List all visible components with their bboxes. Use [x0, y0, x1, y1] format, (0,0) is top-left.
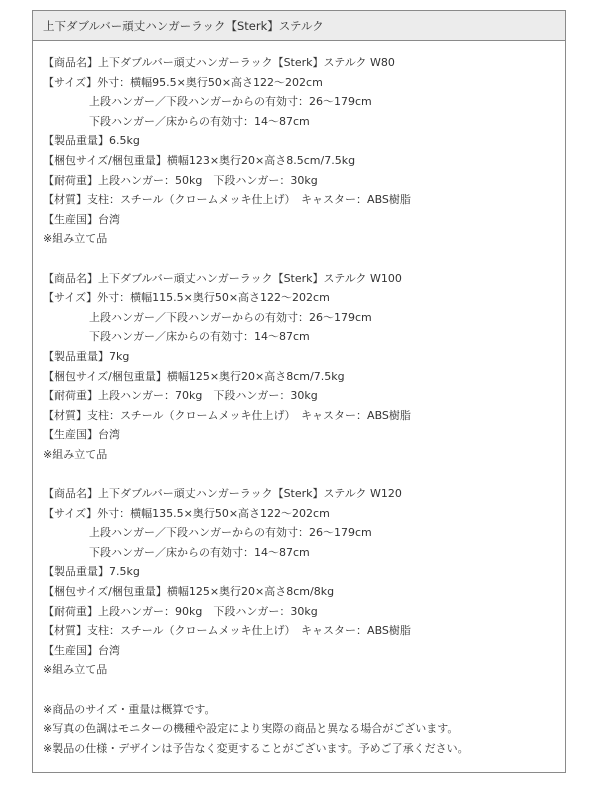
product-spec-w120: [43, 484, 565, 680]
product-name: 【商品名】上下ダブルバー頑丈ハンガーラック【Sterk】ステルク W80: [43, 56, 395, 69]
product-size: 【サイズ】外寸：横幅115.5×奥行50×高さ122～202cm: [43, 291, 330, 305]
product-material: 【材質】支柱：スチール（クロームメッキ仕上げ） キャスター：ABS樹脂: [43, 193, 411, 207]
product-spec-w100: [43, 269, 565, 465]
product-material: 【材質】支柱：スチール（クロームメッキ仕上げ） キャスター：ABS樹脂: [43, 408, 411, 422]
product-material: 【材質】支柱：スチール（クロームメッキ仕上げ） キャスター：ABS樹脂: [43, 624, 411, 638]
product-weight: 【製品重量】7.5kg: [43, 565, 140, 579]
product-size-lower: 下段ハンガー／床からの有効寸：14～87cm: [89, 330, 310, 344]
product-package: 【梱包サイズ/梱包重量】横幅125×奥行20×高さ8cm/8kg: [43, 585, 335, 599]
product-size: 【サイズ】外寸：横幅135.5×奥行50×高さ122～202cm: [43, 506, 330, 520]
product-spec-w80: [43, 53, 565, 249]
product-weight: 【製品重量】6.5kg: [43, 134, 140, 148]
product-load: 【耐荷重】上段ハンガー：50kg 下段ハンガー：30kg: [43, 173, 318, 187]
product-origin: 【生産国】台湾: [43, 643, 120, 657]
section-gap: [43, 249, 565, 269]
product-size-upper: 上段ハンガー／下段ハンガーからの有効寸：26～179cm: [89, 526, 372, 540]
product-assembly: ※組み立て品: [43, 447, 108, 461]
section-gap: [43, 680, 565, 700]
product-package: 【梱包サイズ/梱包重量】横幅123×奥行20×高さ8.5cm/7.5kg: [43, 153, 356, 167]
product-weight: 【製品重量】7kg: [43, 349, 130, 363]
product-origin: 【生産国】台湾: [43, 428, 120, 442]
note-item: ※写真の色調はモニターの機種や設定により実際の商品と異なる場合がございます。: [43, 722, 459, 736]
spec-card: [32, 10, 566, 773]
product-package: 【梱包サイズ/梱包重量】横幅125×奥行20×高さ8cm/7.5kg: [43, 369, 345, 383]
product-load: 【耐荷重】上段ハンガー：90kg 下段ハンガー：30kg: [43, 604, 318, 618]
note-item: ※製品の仕様・デザインは予告なく変更することがございます。予めご了承ください。: [43, 741, 469, 755]
notes: [43, 700, 565, 759]
product-size: 【サイズ】外寸：横幅95.5×奥行50×高さ122～202cm: [43, 75, 323, 89]
note-item: ※商品のサイズ・重量は概算です。: [43, 702, 216, 716]
product-size-upper: 上段ハンガー／下段ハンガーからの有効寸：26～179cm: [89, 310, 372, 324]
product-name: 【商品名】上下ダブルバー頑丈ハンガーラック【Sterk】ステルク W120: [43, 487, 402, 501]
product-load: 【耐荷重】上段ハンガー：70kg 下段ハンガー：30kg: [43, 389, 318, 403]
product-assembly: ※組み立て品: [43, 663, 108, 677]
product-origin: 【生産国】台湾: [43, 212, 120, 226]
section-gap: [43, 464, 565, 484]
product-name: 【商品名】上下ダブルバー頑丈ハンガーラック【Sterk】ステルク W100: [43, 271, 402, 285]
product-assembly: ※組み立て品: [43, 232, 108, 246]
spec-body: [33, 41, 565, 758]
product-size-upper: 上段ハンガー／下段ハンガーからの有効寸：26～179cm: [89, 95, 372, 109]
product-size-lower: 下段ハンガー／床からの有効寸：14～87cm: [89, 114, 310, 128]
spec-title: 上下ダブルバー頑丈ハンガーラック【Sterk】ステルク: [33, 11, 565, 41]
product-size-lower: 下段ハンガー／床からの有効寸：14～87cm: [89, 545, 310, 559]
